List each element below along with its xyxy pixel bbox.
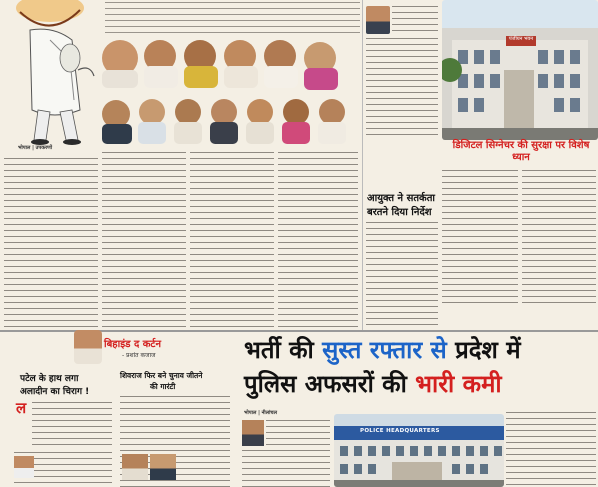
text-right-col-2 xyxy=(442,168,518,308)
main-headline-highlight2: भारी कमी xyxy=(415,370,502,398)
text-right-top xyxy=(366,36,438,136)
text-column-4 xyxy=(278,150,358,328)
main-text-col-1b xyxy=(242,448,266,487)
cartoon-photo-3 xyxy=(150,454,176,480)
cartoon-byline: - प्रशांत कजाज xyxy=(122,352,156,359)
main-headline-line2 xyxy=(244,370,502,398)
text-column-1 xyxy=(4,156,98,328)
cartoon-title: बिहाइंड द कर्टन xyxy=(104,339,162,350)
cartoon-headline-line2: अलादीन का चिराग ! xyxy=(20,387,90,397)
cartoon-photo-2 xyxy=(122,454,148,480)
registry-building-photo xyxy=(442,0,598,140)
main-headline-line1 xyxy=(244,336,521,364)
caricature-image xyxy=(10,0,98,148)
text-right-col-3 xyxy=(522,168,596,308)
cartoon-subhead-line1: शिवराज फिर बने चुनाव जीतने xyxy=(120,371,203,380)
main-text-col-2 xyxy=(506,410,596,487)
cartoon-text-col-1 xyxy=(32,400,112,450)
text-right-top-narrow xyxy=(392,4,438,34)
reporter-photo xyxy=(366,6,390,34)
text-block-top-left xyxy=(0,0,8,130)
cartoon-headline-line1: पटेल के हाथ लगा xyxy=(20,374,79,384)
cartoon-photo-1 xyxy=(14,456,34,478)
sub-heading-line1: आयुक्त ने सतर्कता xyxy=(367,193,436,204)
main-headline-highlight1: सुस्त रफ्तार से xyxy=(322,336,447,364)
cartoonist-avatar xyxy=(74,330,102,364)
cartoon-subhead-line2: की गारंटी xyxy=(150,382,176,391)
main-story-dateline: भोपाल | नीलांचल xyxy=(244,410,277,416)
building-sign: पंजीयन भवन xyxy=(508,36,534,42)
main-headline-part1: भर्ती की xyxy=(244,336,323,364)
police-hq-photo xyxy=(334,414,504,487)
main-headline-part2: प्रदेश में xyxy=(446,336,521,364)
main-headline-part3: पुलिस अफसरों की xyxy=(244,370,416,398)
sub-heading-line2: बरतने दिया निर्देश xyxy=(367,207,432,218)
text-block-top-center xyxy=(105,0,360,34)
text-right-col-1 xyxy=(366,220,438,328)
main-text-col-1 xyxy=(266,418,330,487)
politician-photo-grid xyxy=(98,36,360,146)
cartoon-drop-cap: ल xyxy=(16,399,27,417)
text-column-3 xyxy=(190,150,274,328)
police-hq-label: POLICE HEADQUARTERS xyxy=(360,428,440,434)
text-column-2 xyxy=(102,150,186,328)
right-heading: डिजिटल सिग्नेचर की सुरक्षा पर विशेष ध्यान xyxy=(452,140,590,163)
caption-bhopal: भोपाल | उपकरणों xyxy=(18,145,53,151)
main-reporter-photo xyxy=(242,420,264,446)
column-divider xyxy=(362,0,363,330)
